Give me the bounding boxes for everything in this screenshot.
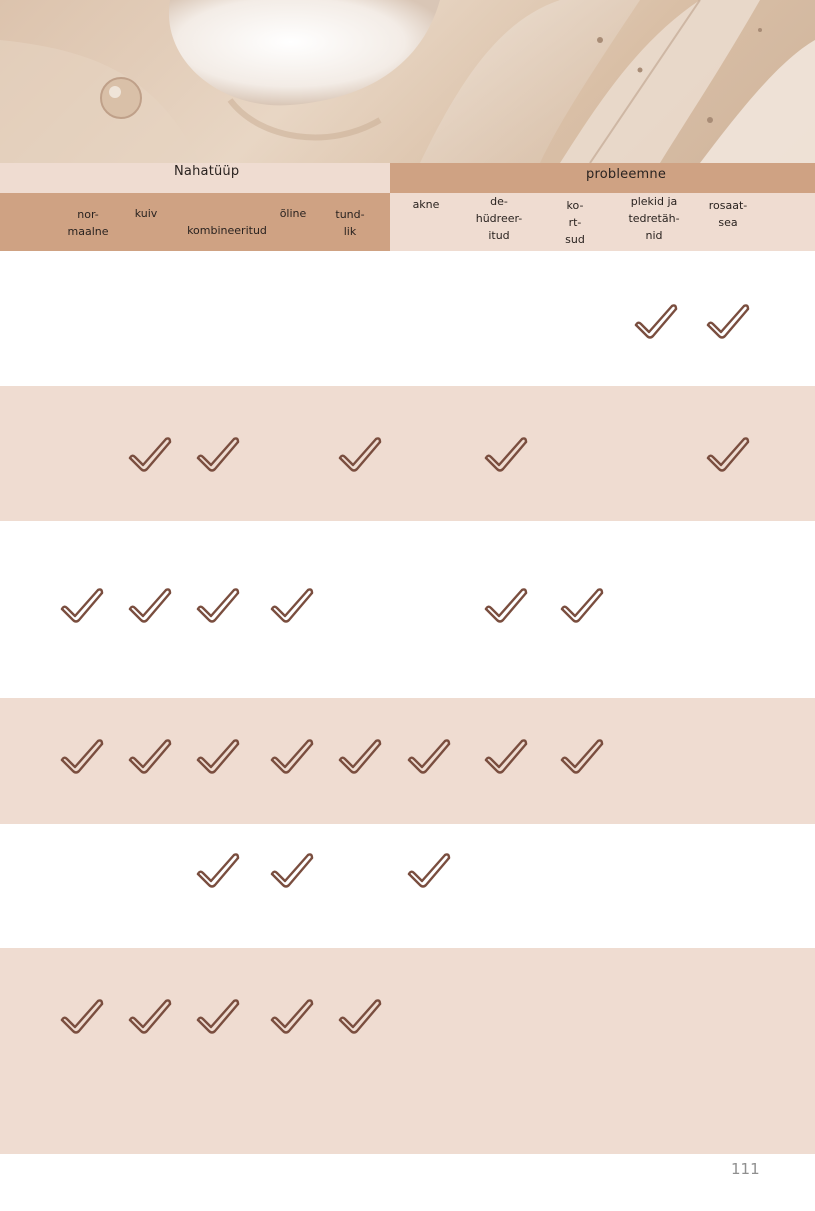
check-icon-combination xyxy=(194,736,242,780)
check-icon-dehydrated xyxy=(482,736,530,780)
check-icon-combination xyxy=(194,434,242,478)
check-icon-combination xyxy=(194,585,242,629)
skin-type-title: Nahatüüp xyxy=(174,164,240,179)
column-dehydrated: de- hüdreer- itud xyxy=(475,195,523,242)
problem-header xyxy=(390,163,815,193)
check-icon-wrinkles xyxy=(558,736,606,780)
table-row xyxy=(0,521,815,698)
check-icon-acne xyxy=(405,850,453,894)
column-dry: kuiv xyxy=(134,207,158,220)
check-icon-oily xyxy=(268,736,316,780)
check-icon-dry xyxy=(126,434,174,478)
table-row xyxy=(0,698,815,824)
column-acne: akne xyxy=(412,198,440,211)
check-icon-dehydrated xyxy=(482,585,530,629)
check-icon-dehydrated xyxy=(482,434,530,478)
check-icon-dry xyxy=(126,585,174,629)
page-number: 111 xyxy=(731,1160,760,1178)
problem-title: probleemne xyxy=(586,167,667,182)
check-icon-spots xyxy=(632,301,680,345)
column-combination: kombineeritud xyxy=(187,224,267,237)
check-icon-sensitive xyxy=(336,996,384,1040)
check-icon-dry xyxy=(126,736,174,780)
check-icon-normal xyxy=(58,585,106,629)
table-row xyxy=(0,824,815,948)
column-oily: õline xyxy=(279,207,307,220)
skin-type-header xyxy=(0,163,390,193)
check-icon-sensitive xyxy=(336,434,384,478)
problem-columns xyxy=(390,193,815,251)
table-row xyxy=(0,948,815,1154)
hero-cosmetic-texture-image xyxy=(0,0,815,163)
check-icon-dry xyxy=(126,996,174,1040)
check-icon-normal xyxy=(58,996,106,1040)
check-icon-oily xyxy=(268,850,316,894)
check-icon-normal xyxy=(58,736,106,780)
column-wrinkles: ko- rt- sud xyxy=(565,199,585,246)
check-icon-sensitive xyxy=(336,736,384,780)
column-sensitive: tund- lik xyxy=(335,208,365,238)
check-icon-oily xyxy=(268,996,316,1040)
check-icon-combination xyxy=(194,850,242,894)
check-icon-oily xyxy=(268,585,316,629)
column-rosacea: rosaat- sea xyxy=(708,199,748,229)
skin-type-columns xyxy=(0,193,390,251)
table-row xyxy=(0,386,815,521)
table-row xyxy=(0,251,815,386)
check-icon-combination xyxy=(194,996,242,1040)
column-spots: plekid ja tedretäh- nid xyxy=(628,195,680,242)
column-normal: nor- maalne xyxy=(67,208,109,238)
check-icon-rosacea xyxy=(704,301,752,345)
check-icon-rosacea xyxy=(704,434,752,478)
check-icon-wrinkles xyxy=(558,585,606,629)
check-icon-acne xyxy=(405,736,453,780)
